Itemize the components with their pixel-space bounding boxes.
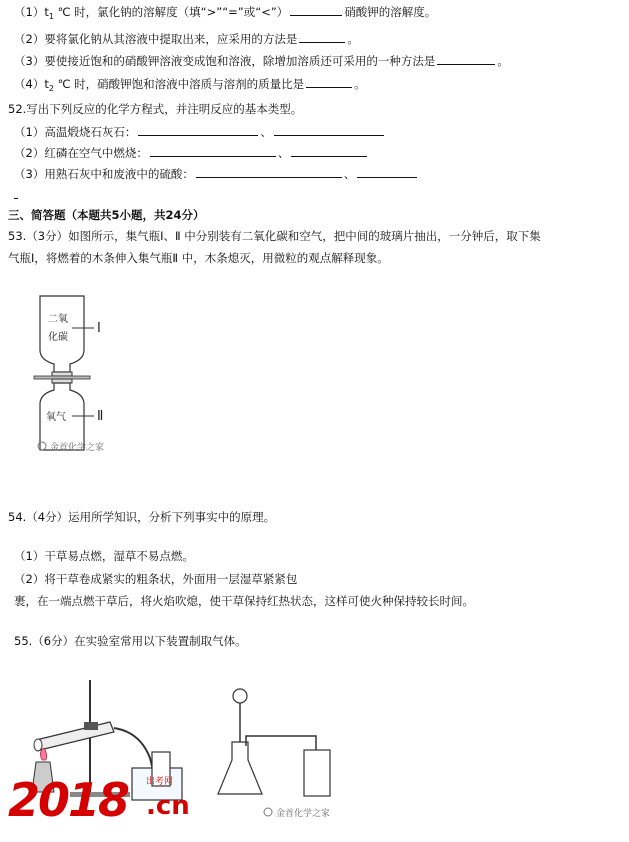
q51-item2-text: （2）要将氯化钠从其溶液中提取出来，应采用的方法是 — [14, 32, 298, 46]
q51-item2-end: 。 — [347, 32, 359, 46]
q55-line1: 55.（6分）在实验室常用以下装置制取气体。 — [14, 634, 247, 648]
gas-jar — [304, 750, 330, 796]
site-logo — [8, 772, 223, 832]
mark-1: Ⅰ — [97, 321, 101, 336]
q51-item3-text: （3）要使接近饱和的硝酸钾溶液变成饱和溶液，除增加溶质还可采用的一种方法是 — [14, 54, 436, 68]
conical-flask — [218, 742, 262, 794]
q51-item3 — [14, 53, 509, 69]
answer-blank[interactable] — [299, 31, 345, 43]
q52-item2-text: （2）红磷在空气中燃烧： — [14, 146, 148, 160]
logo-main-text: 2018 — [8, 773, 129, 827]
q51-item1-text-b: ℃ 时，氯化钠的溶解度（填“>”“=”或“<”） — [53, 5, 289, 19]
watermark-text: 金首化学之家 — [276, 809, 331, 819]
mark-2: Ⅱ — [97, 409, 104, 424]
separator: 、 — [277, 146, 290, 160]
watermark-text: 金首化学之家 — [50, 443, 105, 453]
q52-item1 — [14, 124, 386, 140]
watermark-icon — [264, 808, 272, 816]
q52-item3 — [14, 166, 419, 182]
q51-item4-end: 。 — [354, 77, 366, 91]
answer-blank[interactable] — [306, 76, 352, 88]
q51-item4-text-b: ℃ 时，硝酸钾饱和溶液中溶质与溶剂的质量比是 — [53, 77, 305, 91]
q51-item4-text-a: （4）t — [14, 77, 49, 91]
section-title: 三、简答题（本题共5小题，共24分） — [8, 208, 205, 222]
q53-line1: 53.（3分）如图所示，集气瓶Ⅰ、Ⅱ 中分别装有二氧化碳和空气，把中间的玻璃片抽出，一分钟后，取下集 — [8, 229, 541, 243]
q51-item1-text-c: 硝酸钾的溶解度。 — [344, 5, 437, 19]
q52-item1-text: （1）高温煅烧石灰石： — [14, 125, 137, 139]
q51-item4 — [14, 76, 366, 97]
bottle-1-label-line2: 化碳 — [48, 332, 68, 343]
stray-mark — [14, 198, 18, 199]
clamp — [84, 722, 98, 730]
q52-item3-text: （3）用熟石灰中和废液中的硫酸： — [14, 167, 194, 181]
separator: 、 — [343, 167, 356, 181]
q53-line2: 气瓶Ⅰ，将燃着的木条伸入集气瓶Ⅱ 中，木条熄灭，用微粒的观点解释现象。 — [8, 251, 389, 265]
q52-title: 52.写出下列反应的化学方程式，并注明反应的基本类型。 — [8, 102, 303, 116]
q54-item1: （1）干草易点燃，湿草不易点燃。 — [14, 549, 194, 563]
answer-blank[interactable] — [196, 166, 342, 178]
answer-blank[interactable] — [274, 124, 384, 136]
answer-blank[interactable] — [291, 145, 367, 157]
answer-blank[interactable] — [150, 145, 276, 157]
answer-blank[interactable] — [138, 124, 258, 136]
answer-blank[interactable] — [437, 53, 495, 65]
gas-bottles-figure — [0, 280, 160, 460]
q51-item1-text-a: （1）t — [14, 5, 49, 19]
bottle-2-label: 氧气 — [46, 412, 66, 423]
q51-item2 — [14, 31, 359, 47]
q51-item3-end: 。 — [497, 54, 509, 68]
separator: 、 — [260, 125, 272, 139]
q51-item1-sub: 1 — [48, 12, 54, 21]
logo-domain-text: .cn — [146, 791, 190, 821]
q54-line1: 54.（4分）运用所学知识，分析下列事实中的原理。 — [8, 510, 276, 524]
q51-item1 — [14, 4, 436, 25]
bottle-1-neck — [52, 372, 72, 376]
q51-item4-sub: 2 — [48, 84, 54, 93]
q52-item2 — [14, 145, 369, 161]
answer-blank[interactable] — [290, 4, 342, 16]
test-tube-bottom — [34, 739, 42, 751]
bottle-2-neck — [52, 379, 72, 383]
logo-tag-text: 出考网 — [146, 777, 174, 787]
q54-item2a: （2）将干草卷成紧实的粗条状，外面用一层湿草紧紧包 — [14, 572, 298, 586]
funnel-bulb — [233, 689, 247, 703]
answer-blank[interactable] — [357, 166, 417, 178]
test-tube — [36, 722, 114, 750]
q54-item2b: 裹，在一端点燃干草后，将火焰吹熄，使干草保持红热状态，这样可使火种保持较长时间。 — [14, 594, 474, 608]
bottle-1-label-line1: 二氧 — [48, 314, 68, 325]
